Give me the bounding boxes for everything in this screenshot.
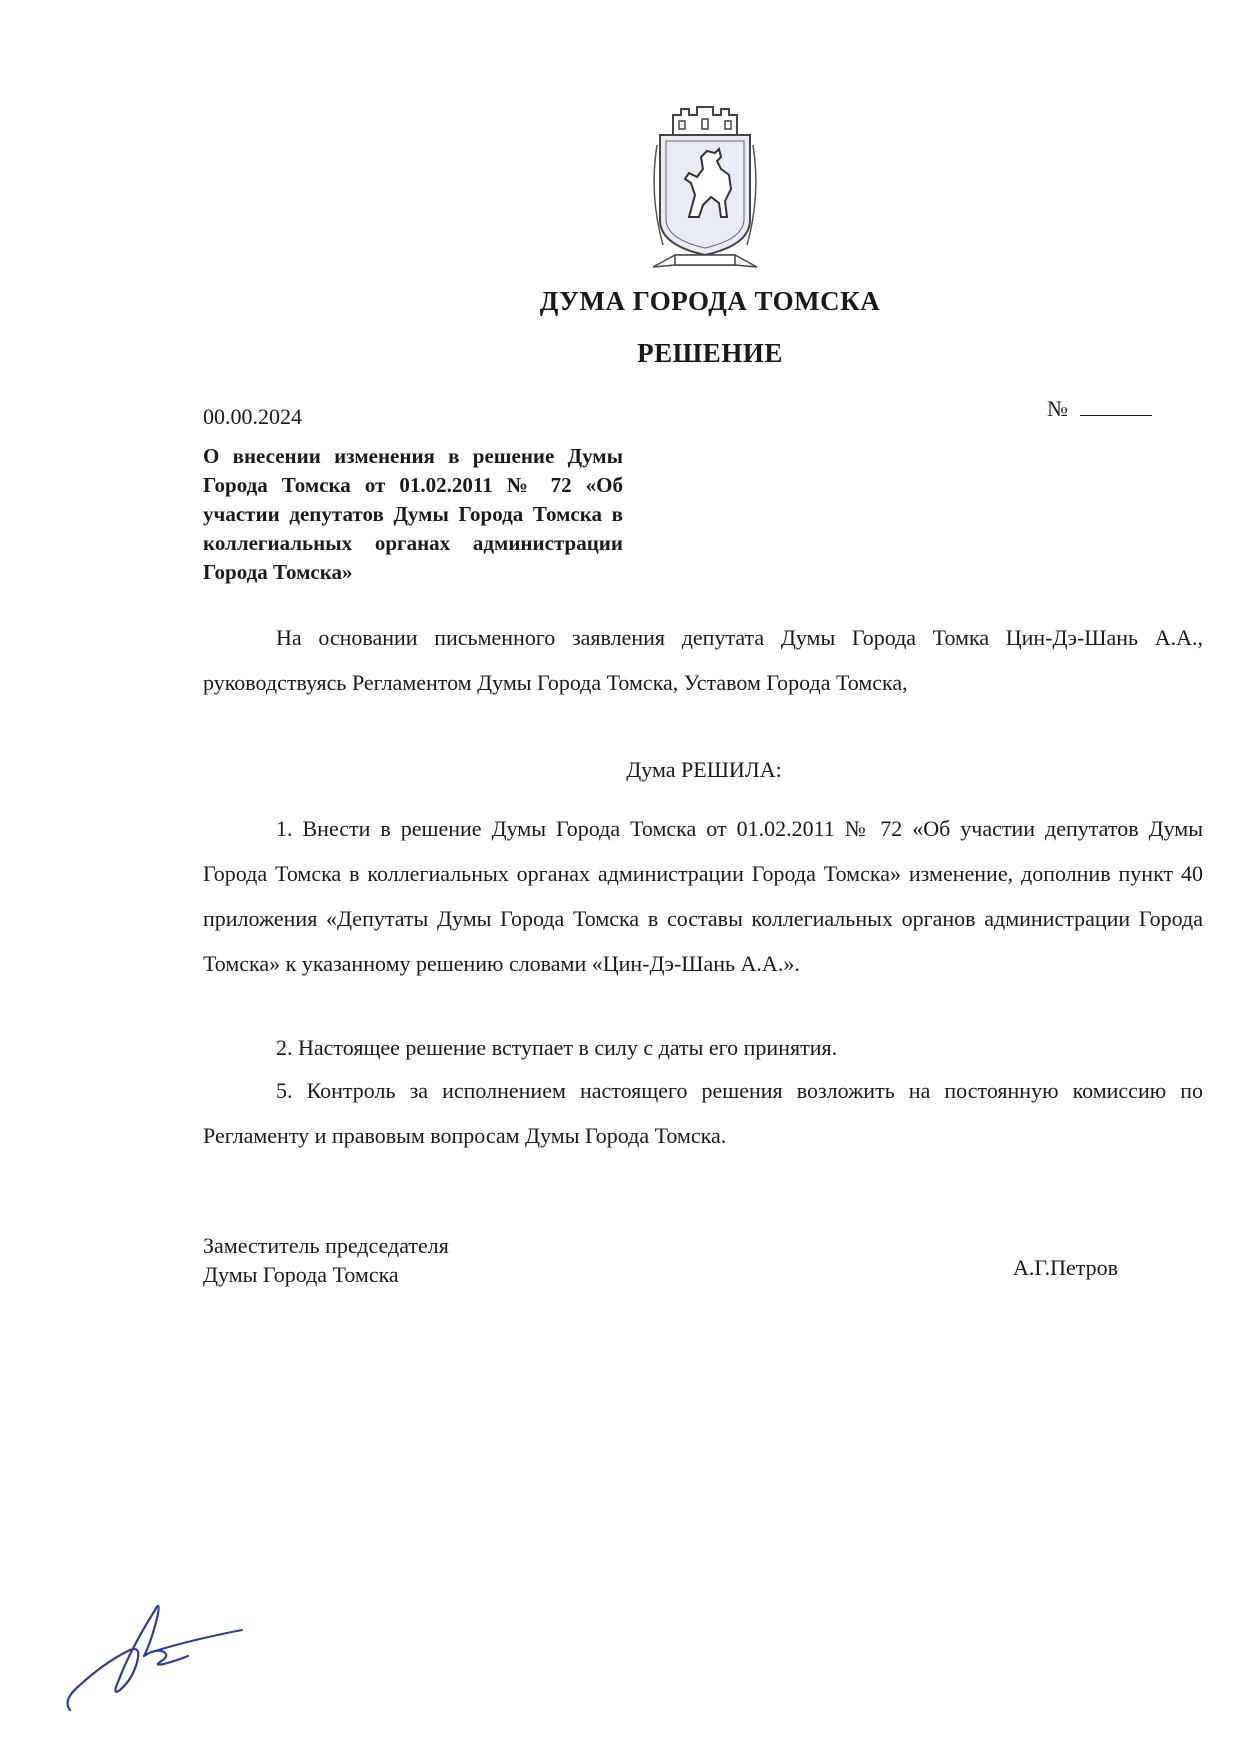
document-date: 00.00.2024 [203, 404, 302, 429]
handwritten-signature-icon [60, 1590, 250, 1720]
item-paragraph-1: 1. Внести в решение Думы Города Томска от 01.02.2011 № 72 «Об участии депутатов Думы Города Томска в коллегиальных органах администрации Города Томска» изменение, дополнив пункт 40 приложения «Депутаты Думы Города Томска в составы коллегиальных органов администрации Города Томска» к указанному решению словами «Цин-Дэ-Шань А.А.». [203, 816, 1203, 976]
item-paragraph-2: 2. Настоящее решение вступает в силу с даты его принятия. [276, 1035, 838, 1060]
signer-position-line-2: Думы Города Томска [203, 1262, 399, 1287]
document-subject: О внесении изменения в решение Думы Города Томска от 01.02.2011 № 72 «Об участии депутатов Думы Города Томска в коллегиальных органах администрации Города Томска» [203, 444, 623, 584]
resolved-heading: Дума РЕШИЛА: [626, 757, 782, 782]
item-paragraph-3: 5. Контроль за исполнением настоящего решения возложить на постоянную комиссию по Регламенту и правовым вопросам Думы Города Томска. [203, 1078, 1203, 1148]
document-type: РЕШЕНИЕ [637, 338, 783, 368]
number-blank-line [1080, 397, 1152, 416]
signer-position [203, 1231, 449, 1289]
preamble-paragraph: На основании письменного заявления депутата Думы Города Томка Цин-Дэ-Шань А.А., руководствуясь Регламентом Думы Города Томска, Уставом Города Томска, [203, 625, 1203, 695]
organization-title: ДУМА ГОРОДА ТОМСКА [539, 286, 881, 316]
number-label: № [1047, 396, 1068, 421]
document-number [1047, 396, 1152, 422]
signer-position-line-1: Заместитель председателя [203, 1233, 449, 1258]
city-emblem-icon [645, 105, 765, 280]
signer-name: А.Г.Петров [1013, 1255, 1119, 1280]
